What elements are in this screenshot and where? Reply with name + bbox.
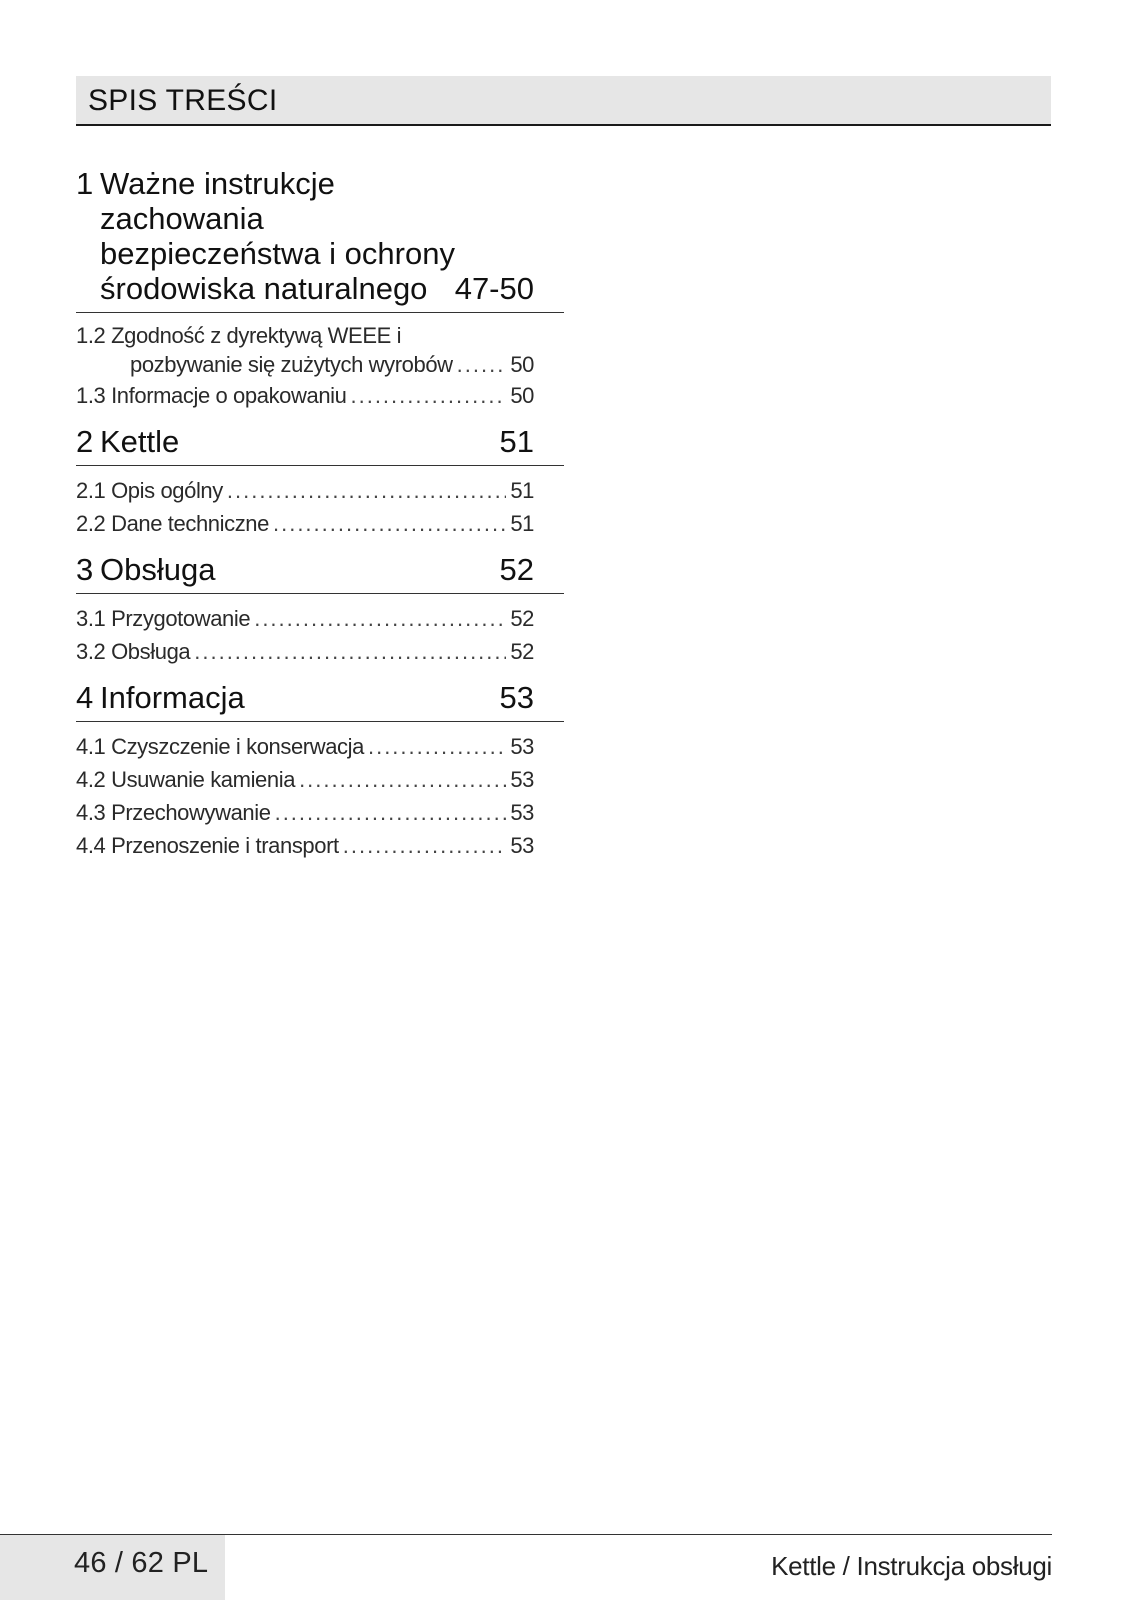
toc-entry-page: 52 (510, 639, 534, 664)
toc-entry-page: 51 (510, 511, 534, 536)
toc-entry[interactable] (76, 321, 534, 379)
table-of-contents (76, 166, 564, 874)
toc-entry-label: 2.2 Dane techniczne (76, 511, 269, 536)
chapter-number: 3 (76, 552, 94, 587)
chapter-title: Obsługa (100, 552, 216, 587)
toc-entry[interactable] (76, 730, 534, 763)
toc-entry-label: 4.4 Przenoszenie i transport (76, 833, 339, 858)
document-title: Kettle / Instrukcja obsługi (771, 1551, 1052, 1581)
toc-entry-label: 1.3 Informacje o opakowaniu (76, 383, 347, 408)
chapter-number: 2 (76, 424, 94, 459)
chapter-page: 52 (499, 552, 534, 587)
chapter-title: Ważne instrukcje zachowania bezpieczeństwa i ochrony środowiska naturalnego (100, 166, 455, 306)
chapter-page: 53 (499, 680, 534, 715)
toc-chapter-3[interactable] (76, 552, 564, 594)
toc-entry-page: 53 (510, 767, 534, 792)
toc-entry[interactable] (76, 796, 534, 829)
page-title: SPIS TREŚCI (88, 84, 278, 117)
toc-entry-label: 4.3 Przechowywanie (76, 800, 271, 825)
dot-leader (343, 829, 507, 862)
toc-entry-label: 3.1 Przygotowanie (76, 606, 251, 631)
toc-entry-page: 50 (510, 383, 534, 408)
toc-entry[interactable] (76, 474, 534, 507)
dot-leader (457, 350, 507, 379)
toc-chapter-4[interactable] (76, 680, 564, 722)
toc-entry-label: pozbywanie się zużytych wyrobów (130, 352, 453, 377)
toc-entry-label: 1.2 Zgodność z dyrektywą WEEE i (76, 323, 402, 348)
toc-chapter-1[interactable] (76, 166, 564, 313)
dot-leader (194, 635, 506, 668)
header-band (76, 76, 1051, 126)
toc-entries-4 (76, 722, 564, 874)
toc-entry-label: 3.2 Obsługa (76, 639, 191, 664)
chapter-number: 4 (76, 680, 94, 715)
dot-leader (350, 379, 506, 412)
dot-leader (227, 474, 506, 507)
toc-entries-1 (76, 313, 564, 424)
toc-entry[interactable] (76, 507, 534, 540)
toc-entries-3 (76, 594, 564, 680)
toc-entry[interactable] (76, 602, 534, 635)
chapter-page: 51 (499, 424, 534, 459)
dot-leader (273, 507, 506, 540)
page-indicator: 46 / 62 PL (74, 1547, 209, 1579)
chapter-page: 47-50 (454, 271, 534, 306)
dot-leader (254, 602, 506, 635)
toc-entry-page: 51 (510, 478, 534, 503)
toc-entry-label: 2.1 Opis ogólny (76, 478, 223, 503)
toc-entries-2 (76, 466, 564, 552)
dot-leader (275, 796, 507, 829)
toc-entry[interactable] (76, 379, 534, 412)
toc-entry-page: 53 (510, 833, 534, 858)
dot-leader (299, 763, 506, 796)
chapter-title: Informacja (100, 680, 245, 715)
chapter-number: 1 (76, 166, 94, 201)
toc-chapter-2[interactable] (76, 424, 564, 466)
toc-entry[interactable] (76, 829, 534, 862)
toc-entry-label: 4.1 Czyszczenie i konserwacja (76, 734, 364, 759)
toc-entry[interactable] (76, 763, 534, 796)
toc-entry-page: 50 (510, 352, 534, 377)
toc-entry-page: 53 (510, 734, 534, 759)
toc-entry-label: 4.2 Usuwanie kamienia (76, 767, 296, 792)
dot-leader (368, 730, 506, 763)
toc-entry-page: 53 (510, 800, 534, 825)
chapter-title: Kettle (100, 424, 180, 459)
toc-entry[interactable] (76, 635, 534, 668)
toc-entry-page: 52 (510, 606, 534, 631)
